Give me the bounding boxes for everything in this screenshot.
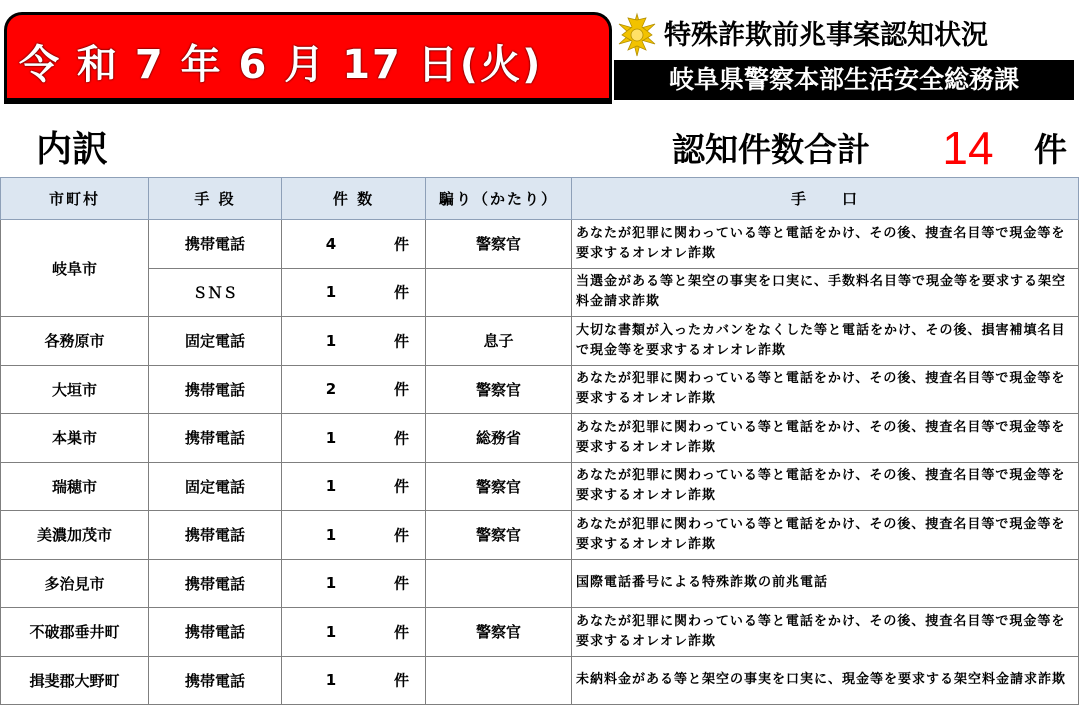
- table-row: [1, 317, 1079, 366]
- count-cell: [282, 511, 426, 560]
- count-unit: 件: [394, 671, 410, 690]
- city-cell: 岐阜市: [1, 220, 149, 317]
- header-count: 件 数: [282, 178, 426, 220]
- table-row: [1, 220, 1079, 269]
- table-row: [1, 559, 1079, 608]
- count-unit: 件: [394, 574, 410, 593]
- report-date: 令 和 7 年 6 月 17 日(火): [19, 42, 543, 88]
- means-cell: 携帯電話: [149, 559, 282, 608]
- pretend-cell: 警察官: [426, 462, 572, 511]
- method-cell: あなたが犯罪に関わっている等と電話をかけ、その後、捜査名目等で現金等を要求するオレオレ詐欺: [572, 220, 1079, 269]
- count-unit: 件: [394, 429, 410, 448]
- means-cell: ＳＮＳ: [149, 268, 282, 317]
- count-cell: [282, 268, 426, 317]
- means-cell: 固定電話: [149, 317, 282, 366]
- count-value: 1: [325, 477, 337, 496]
- method-cell: 当選金がある等と架空の事実を口実に、手数料名目等で現金等を要求する架空料金請求詐欺: [572, 268, 1079, 317]
- count-cell: [282, 365, 426, 414]
- cases-table: [0, 177, 1079, 705]
- count-cell: [282, 414, 426, 463]
- pretend-cell: 警察官: [426, 511, 572, 560]
- department-name: 岐阜県警察本部生活安全総務課: [614, 60, 1074, 100]
- table-row: [1, 608, 1079, 657]
- means-cell: 固定電話: [149, 462, 282, 511]
- count-value: 2: [325, 380, 337, 399]
- total-count: 14: [942, 122, 994, 174]
- header-means: 手 段: [149, 178, 282, 220]
- pretend-cell: 総務省: [426, 414, 572, 463]
- table-row: [1, 365, 1079, 414]
- header-method: 手 口: [572, 178, 1079, 220]
- count-value: 1: [325, 574, 337, 593]
- count-cell: [282, 656, 426, 705]
- count-value: 1: [325, 331, 337, 350]
- method-cell: あなたが犯罪に関わっている等と電話をかけ、その後、捜査名目等で現金等を要求するオレオレ詐欺: [572, 511, 1079, 560]
- city-cell: 不破郡垂井町: [1, 608, 149, 657]
- pretend-cell: 息子: [426, 317, 572, 366]
- header-pretend: 騙り（かたり）: [426, 178, 572, 220]
- method-cell: あなたが犯罪に関わっている等と電話をかけ、その後、捜査名目等で現金等を要求するオレオレ詐欺: [572, 365, 1079, 414]
- date-banner: [4, 12, 612, 100]
- table-row: [1, 414, 1079, 463]
- count-value: 1: [325, 622, 337, 641]
- total-label: 認知件数合計: [672, 130, 870, 169]
- pretend-cell: [426, 268, 572, 317]
- method-cell: あなたが犯罪に関わっている等と電話をかけ、その後、捜査名目等で現金等を要求するオレオレ詐欺: [572, 608, 1079, 657]
- count-cell: [282, 317, 426, 366]
- count-unit: 件: [394, 380, 410, 399]
- pretend-cell: 警察官: [426, 220, 572, 269]
- count-cell: [282, 608, 426, 657]
- means-cell: 携帯電話: [149, 656, 282, 705]
- means-cell: 携帯電話: [149, 511, 282, 560]
- count-value: 1: [325, 525, 337, 544]
- method-cell: あなたが犯罪に関わっている等と電話をかけ、その後、捜査名目等で現金等を要求するオレオレ詐欺: [572, 462, 1079, 511]
- means-cell: 携帯電話: [149, 220, 282, 269]
- total-unit: 件: [1034, 130, 1067, 169]
- table-header-row: [1, 178, 1079, 220]
- count-value: 1: [325, 671, 337, 690]
- method-cell: 大切な書類が入ったカバンをなくした等と電話をかけ、その後、損害補填名目で現金等を要求するオレオレ詐欺: [572, 317, 1079, 366]
- table-row: [1, 268, 1079, 317]
- header-city: 市町村: [1, 178, 149, 220]
- means-cell: 携帯電話: [149, 365, 282, 414]
- count-cell: [282, 462, 426, 511]
- count-unit: 件: [394, 477, 410, 496]
- pretend-cell: 警察官: [426, 608, 572, 657]
- count-value: 4: [325, 234, 337, 253]
- city-cell: 大垣市: [1, 365, 149, 414]
- method-cell: あなたが犯罪に関わっている等と電話をかけ、その後、捜査名目等で現金等を要求するオレオレ詐欺: [572, 414, 1079, 463]
- report-title: 特殊詐欺前兆事案認知状況: [664, 20, 988, 51]
- count-unit: 件: [394, 623, 410, 642]
- city-cell: 各務原市: [1, 317, 149, 366]
- section-title: 内訳: [36, 129, 109, 170]
- count-unit: 件: [394, 235, 410, 254]
- table-row: [1, 462, 1079, 511]
- city-cell: 本巣市: [1, 414, 149, 463]
- city-cell: 揖斐郡大野町: [1, 656, 149, 705]
- count-unit: 件: [394, 283, 410, 302]
- total-summary: [672, 120, 1076, 176]
- city-cell: 美濃加茂市: [1, 511, 149, 560]
- method-cell: 未納料金がある等と架空の事実を口実に、現金等を要求する架空料金請求詐欺: [572, 656, 1079, 705]
- method-cell: 国際電話番号による特殊詐欺の前兆電話: [572, 559, 1079, 608]
- table-row: [1, 511, 1079, 560]
- pretend-cell: [426, 656, 572, 705]
- city-cell: 瑞穂市: [1, 462, 149, 511]
- count-value: 1: [325, 283, 337, 302]
- table-row: [1, 656, 1079, 705]
- count-unit: 件: [394, 526, 410, 545]
- count-value: 1: [325, 428, 337, 447]
- count-unit: 件: [394, 332, 410, 351]
- police-emblem-icon: [614, 12, 660, 58]
- count-cell: [282, 559, 426, 608]
- count-cell: [282, 220, 426, 269]
- means-cell: 携帯電話: [149, 414, 282, 463]
- means-cell: 携帯電話: [149, 608, 282, 657]
- city-cell: 多治見市: [1, 559, 149, 608]
- pretend-cell: [426, 559, 572, 608]
- pretend-cell: 警察官: [426, 365, 572, 414]
